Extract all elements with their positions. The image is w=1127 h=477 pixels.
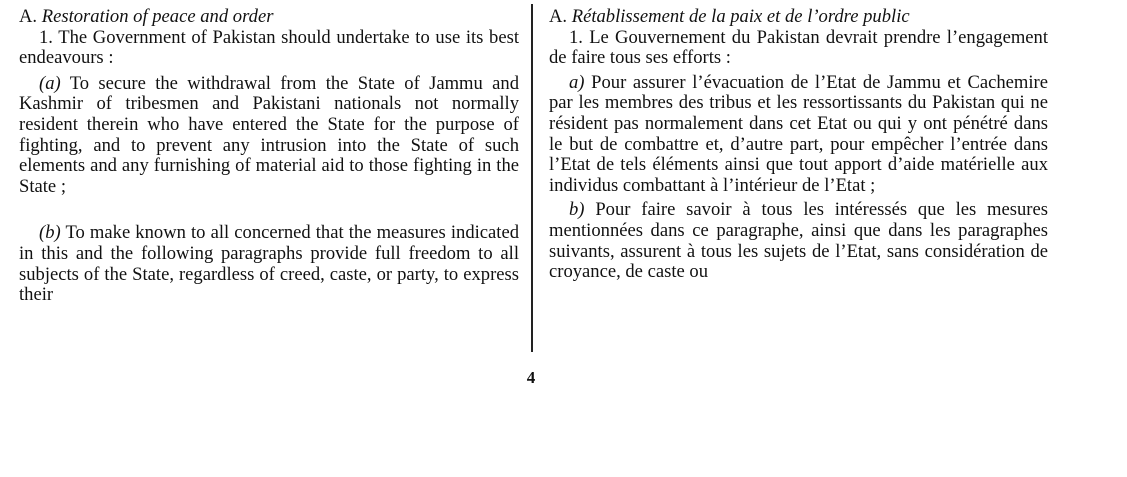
item-b [19, 223, 519, 305]
section-letter: A. [19, 6, 38, 27]
paragraph-1: 1. The Government of Pakistan should undertake to use its best endeavours : [19, 26, 519, 69]
item-b-text: Pour faire savoir à tous les intéressés que les mesures mentionnées dans ce paragraphe, ainsi que dans les paragraphes suivants, assurent à tous les sujets de l’Etat, sans considération de croyance, de caste ou [549, 199, 1048, 283]
section-heading-french [549, 7, 1048, 28]
section-title: Rétablissement de la paix et de l’ordre public [571, 6, 910, 27]
item-a-label: (a) [39, 72, 61, 94]
french-column [549, 7, 1048, 283]
column-divider [531, 4, 533, 352]
item-b [549, 200, 1048, 282]
item-b-text: To make known to all concerned that the measures indicated in this and the following paragraphs provide full freedom to all subjects of the State, regardless of creed, caste, or party, to express their [19, 222, 520, 306]
item-a [19, 74, 519, 198]
item-a [549, 73, 1048, 197]
item-a-text: Pour assurer l’évacuation de l’Etat de Jammu et Cachemire par les membres des tribus et les ressortissants du Pakistan qui ne résident pas normalement dans cet Etat ou qui y ont pénétré dans le but de combattre et, d’autre part, pour empêcher l’entrée dans l’Etat de tels éléments ainsi que tout apport d’aide matérielle aux individus combattant à l’intérieur de l’Etat ; [549, 71, 1048, 196]
item-b-label: b) [569, 199, 585, 221]
english-column [19, 7, 519, 306]
paragraph-1: 1. Le Gouvernement du Pakistan devrait prendre l’engagement de faire tous ses efforts : [549, 26, 1048, 69]
section-title: Restoration of peace and order [41, 6, 274, 27]
item-a-text: To secure the withdrawal from the State of Jammu and Kashmir of tribesmen and Pakistani nationals not normally resident therein who have entered the State for the purpose of fighting, and to prevent any intrusion into the State of such elements and any furnishing of material aid to those fighting in the State ; [19, 72, 519, 197]
section-letter: A. [549, 6, 568, 27]
item-a-label: a) [569, 71, 585, 93]
item-b-label: (b) [39, 222, 61, 244]
page-number: 4 [526, 368, 536, 387]
section-heading-english [19, 7, 519, 28]
